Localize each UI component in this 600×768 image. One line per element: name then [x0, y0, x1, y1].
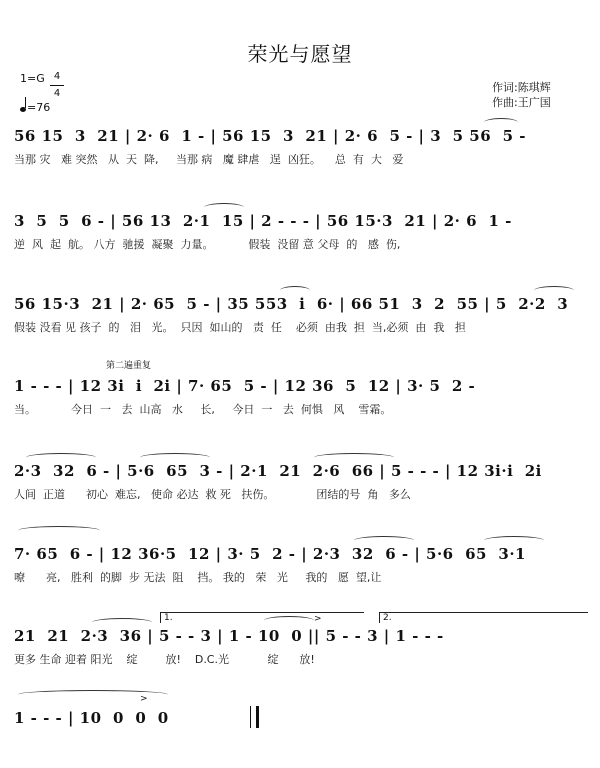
notation-line: 3 5 5 6 - | 56 13 2·1 15 | 2 - - - | 56 15·3 21 | 2· 6 1 - [14, 212, 512, 230]
lyrics-line: 嘹 亮, 胜利 的脚 步 无法 阻 挡。 我的 荣 光 我的 愿 望,让 [14, 571, 382, 584]
score-system-7 [14, 613, 588, 686]
notation-line: 1 - - - | 10 0 0 0 [14, 709, 169, 727]
notation-line: 7· 65 6 - | 12 36·5 12 | 3· 5 2 - | 2·3 32 6 - | 5·6 65 3·1 [14, 545, 526, 563]
score-system-4 [14, 361, 588, 436]
lyrics-line: 更多 生命 迎着 阳光 绽 放! D.C.光 绽 放! [14, 653, 315, 666]
second-ending-bracket: 2. [379, 612, 588, 623]
tempo-value: =76 [27, 101, 51, 114]
notation-line: 56 15 3 21 | 2· 6 1 - | 56 15 3 21 | 2· 6 5 - | 3 5 56 5 - [14, 127, 526, 145]
notation-line: 2·3 32 6 - | 5·6 65 3 - | 2·1 21 2·6 66 | 5 - - - | 12 3i·i 2i [14, 462, 542, 480]
composer-credit: 作曲:王广国 [492, 96, 551, 109]
time-divider [50, 85, 64, 86]
accent-icon: > [314, 614, 322, 624]
slur-mark [204, 203, 244, 212]
final-barline [250, 706, 259, 728]
slur-mark [484, 536, 544, 545]
lyrics-line: 逆 风 起 航。 八方 驰援 凝聚 力量。 假装 没留 意 父母 的 感 伤, [14, 238, 401, 251]
tempo-marking [20, 100, 50, 114]
triplet-mark [280, 286, 310, 295]
key-label: 1=G [20, 72, 45, 85]
slur-mark [92, 618, 152, 627]
notation-line: 1 - - - | 12 3i i 2i | 7· 65 5 - | 12 36 5 12 | 3· 5 2 - [14, 377, 476, 395]
slur-mark [314, 453, 394, 462]
song-title: 荣光与愿望 [247, 42, 353, 66]
slur-mark [18, 526, 100, 535]
lyrics-line: 当。 今日 一 去 山高 水 长, 今日 一 去 何惧 风 雪霜。 [14, 403, 392, 416]
score-system-1 [14, 124, 588, 186]
first-ending-bracket: 1. [160, 612, 364, 623]
time-signature [50, 70, 64, 101]
credits [492, 80, 551, 110]
note-stem [25, 97, 26, 108]
lyrics-line: 人间 正道 初心 难忘, 使命 必达 救 死 扶伤。 团结的号 角 多么 [14, 488, 411, 501]
key-signature [20, 71, 61, 99]
slur-mark [26, 453, 96, 462]
lyricist-credit: 作词:陈琪辉 [492, 81, 551, 94]
score-system-6 [14, 542, 588, 604]
time-bottom: 4 [53, 88, 61, 99]
lyrics-line: 当那 灾 难 突然 从 天 降, 当那 病 魔 肆虐 逞 凶狂。 总 有 大 爱 [14, 153, 404, 166]
score-system-5 [14, 459, 588, 521]
repeat-note: 第二遍重复 [106, 361, 152, 371]
time-top: 4 [53, 71, 61, 82]
score-system-2 [14, 209, 588, 271]
slur-mark [534, 286, 574, 295]
slur-mark [264, 616, 314, 625]
notation-line: 56 15·3 21 | 2· 65 5 - | 35 553 i 6· | 66 51 3 2 55 | 5 2·2 3 [14, 295, 569, 313]
slur-mark [354, 536, 414, 545]
score-system-3 [14, 292, 588, 354]
score-system-8 [14, 694, 588, 768]
notation-line: 21 21 2·3 36 | 5 - - 3 | 1 - 10 0 || 5 - - 3 | 1 - - - [14, 627, 444, 645]
slur-mark [140, 453, 210, 462]
lyrics-line: 假装 没看 见 孩子 的 泪 光。 只因 如山的 责 任 必须 由我 担 当,必须 由 我 担 [14, 321, 466, 334]
accent-icon: > [140, 694, 148, 704]
slur-mark [484, 118, 518, 127]
